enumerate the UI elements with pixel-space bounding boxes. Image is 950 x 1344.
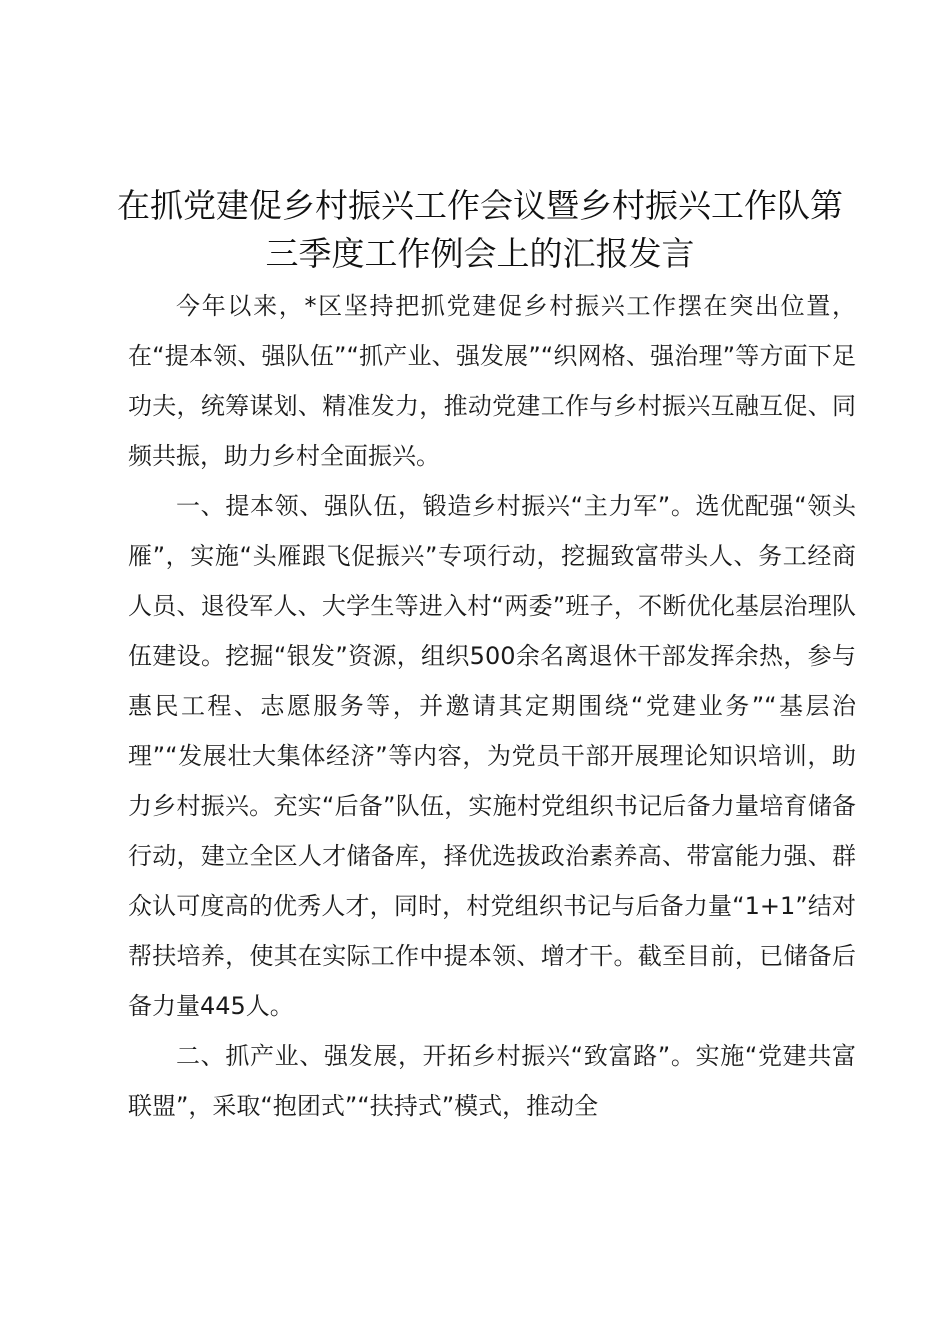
document-body (128, 281, 856, 1131)
paragraph-section-two: 二、抓产业、强发展，开拓乡村振兴“致富路”。实施“党建共富联盟”，采取“抱团式”“扶持式”模式，推动全 (128, 1042, 856, 1120)
paragraph-section-one: 一、提本领、强队伍，锻造乡村振兴“主力军”。选优配强“领头雁”，实施“头雁跟飞促振兴”专项行动，挖掘致富带头人、务工经商人员、退役军人、大学生等进入村“两委”班子，不断优化基层治理队伍建设。挖掘“银发”资源，组织500余名离退休干部发挥余热，参与惠民工程、志愿服务等，并邀请其定期围绕“党建业务”“基层治理”“发展壮大集体经济”等内容，为党员干部开展理论知识培训，助力乡村振兴。充实“后备”队伍，实施村党组织书记后备力量培育储备行动，建立全区人才储备库，择优选拔政治素养高、带富能力强、群众认可度高的优秀人才，同时，村党组织书记与后备力量“1+1”结对帮扶培养，使其在实际工作中提本领、增才干。截至目前，已储备后备力量445人。 (128, 492, 856, 1020)
document-title: 在抓党建促乡村振兴工作会议暨乡村振兴工作队第三季度工作例会上的汇报发言 (117, 186, 843, 273)
paragraph-intro: 今年以来，*区坚持把抓党建促乡村振兴工作摆在突出位置，在“提本领、强队伍”“抓产业、强发展”“织网格、强治理”等方面下足功夫，统筹谋划、精准发力，推动党建工作与乡村振兴互融互促、同频共振，助力乡村全面振兴。 (128, 292, 856, 470)
